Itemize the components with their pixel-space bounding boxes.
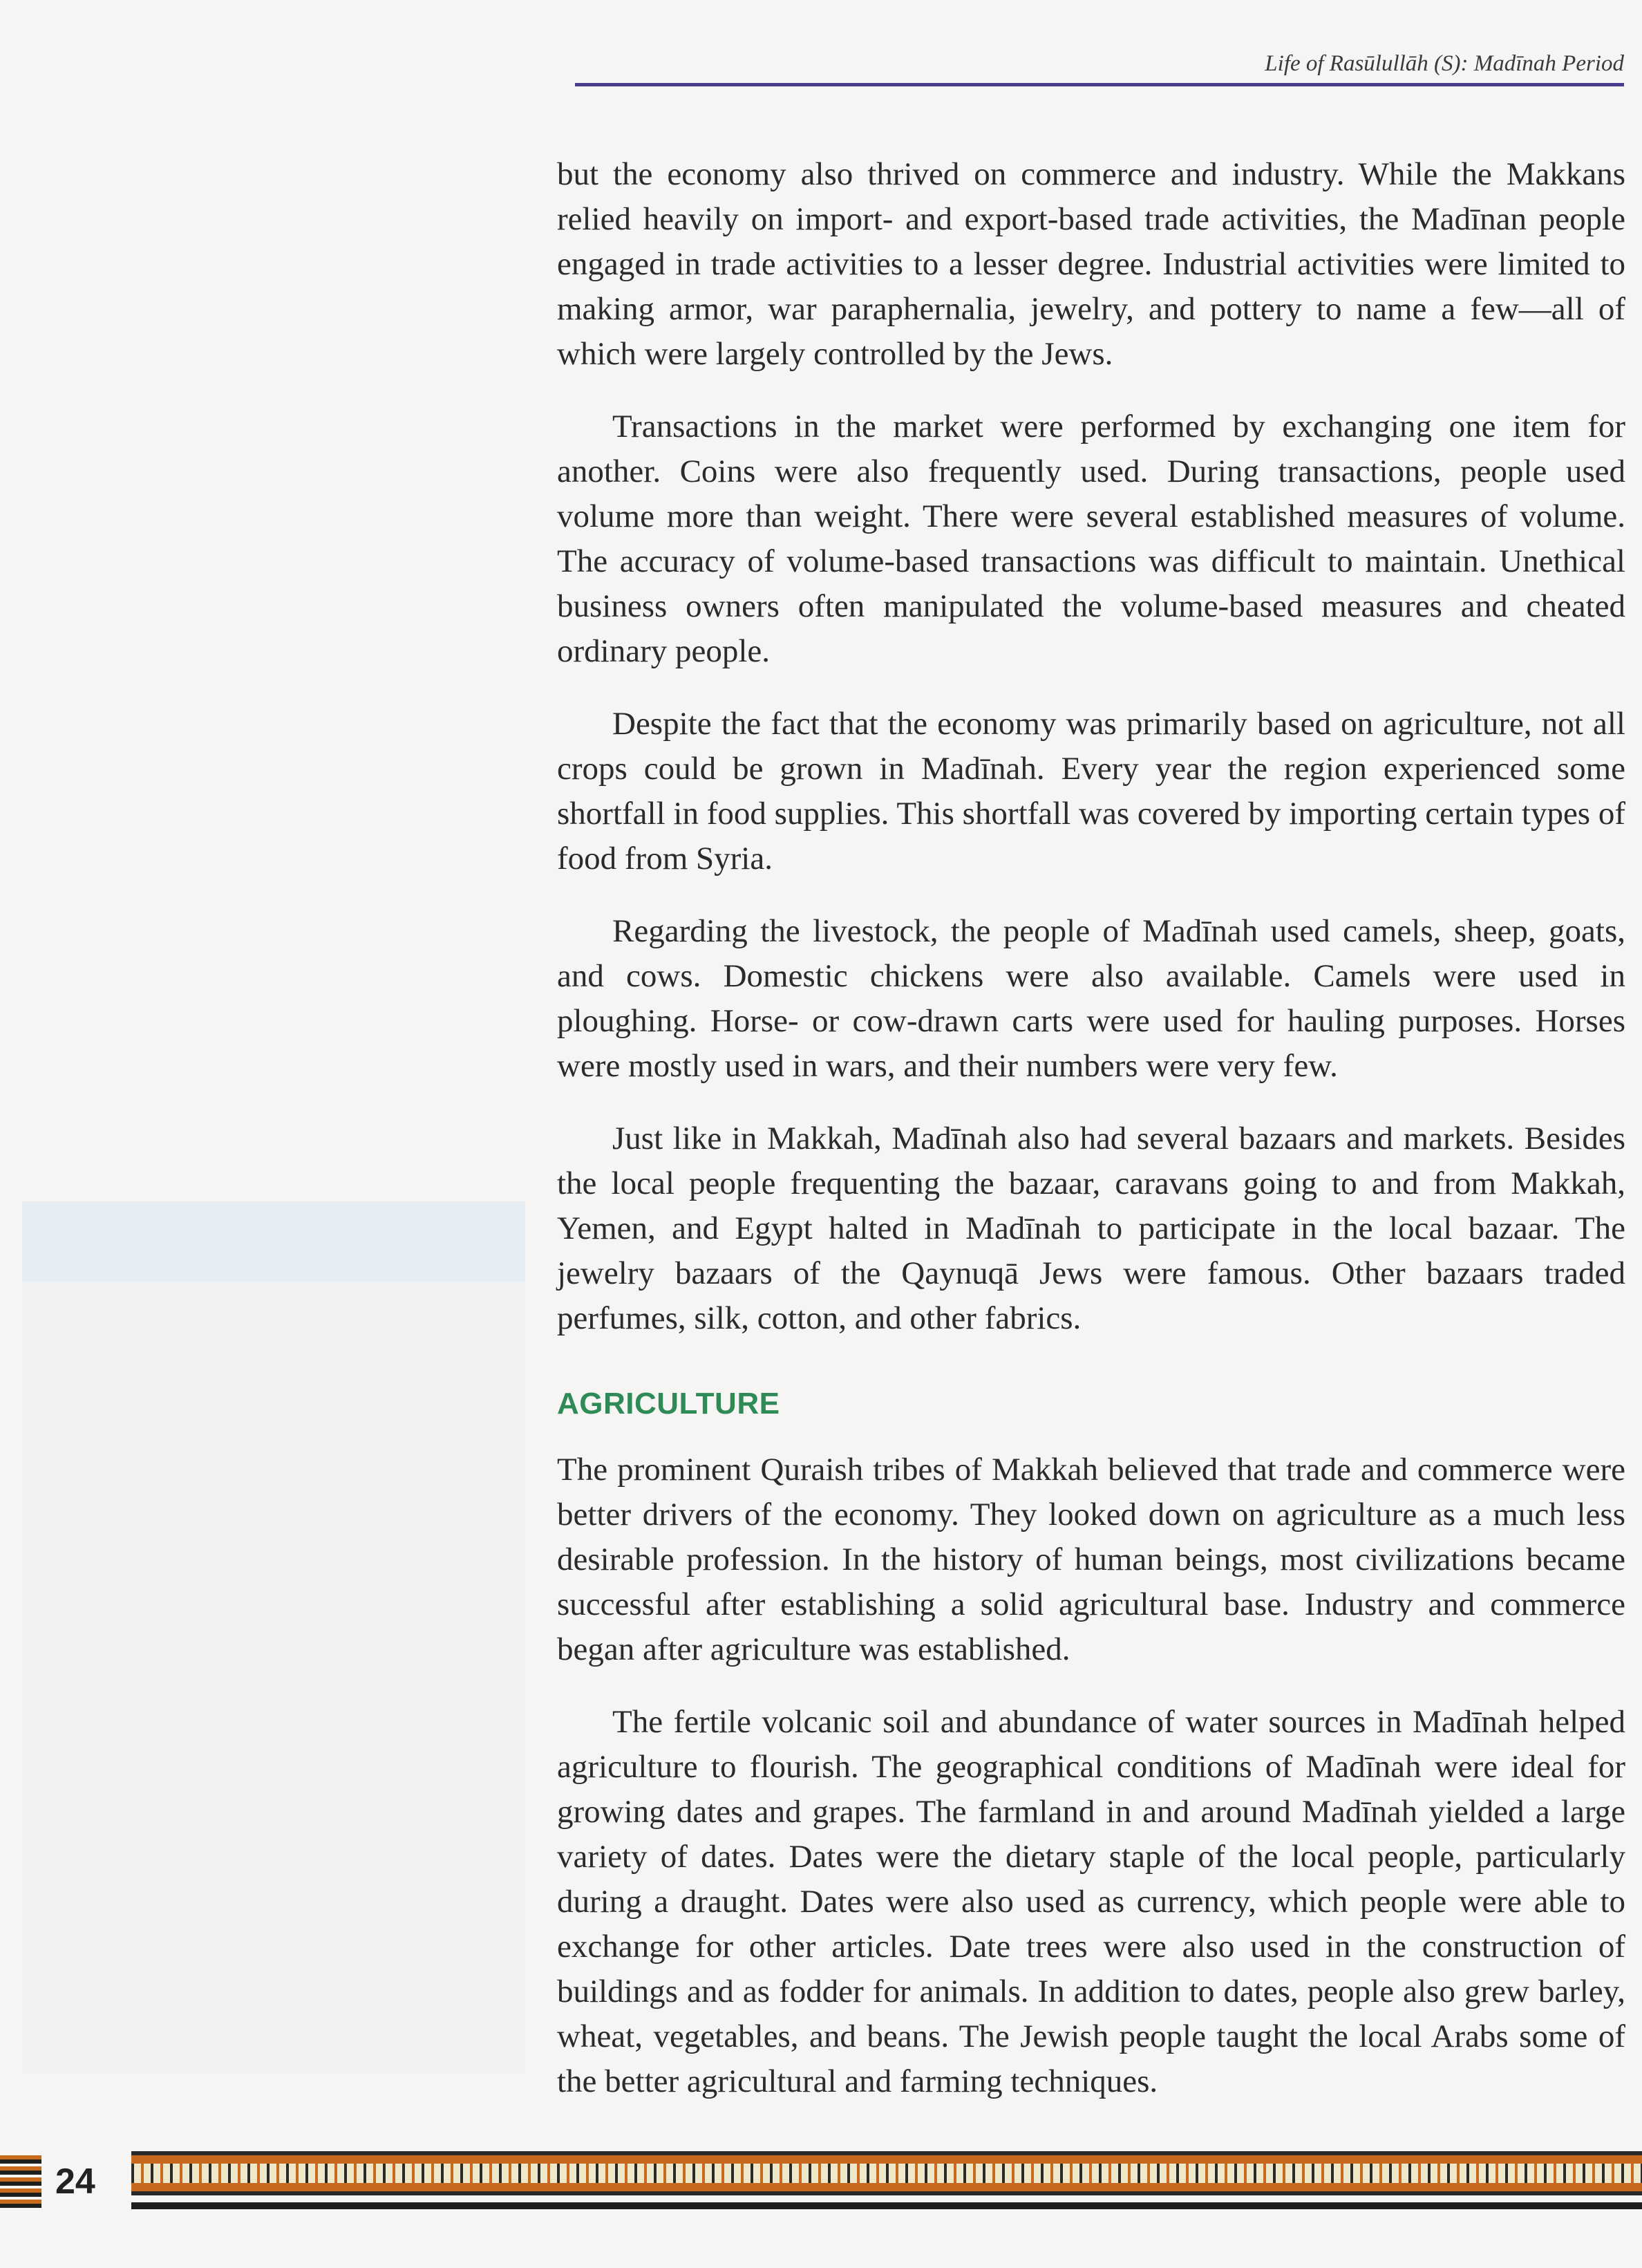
paragraph-bazaars: Just like in Makkah, Madīnah also had several bazaars and markets. Besides the local people frequenting the bazaar, caravans going to and from Makkah, Yemen, and Egypt halted in Madīnah to participate in the local bazaar. The jewelry bazaars of the Qaynuqā Jews were famous. Other bazaars traded perfumes, silk, cotton, and other fabrics. <box>557 1121 1625 1336</box>
margin-sidebar-header-bar <box>22 1201 525 1282</box>
footer-border-stub <box>0 2155 41 2209</box>
page-number: 24 <box>55 2162 95 2202</box>
paragraph-livestock: Regarding the livestock, the people of Madīnah used camels, sheep, goats, and cows. Domestic chickens were also available. Camels were used in ploughing. Horse- or cow-drawn carts were used for hauling purposes. Horses were mostly used in wars, and their numbers were very few. <box>557 913 1625 1084</box>
section-heading-agriculture: AGRICULTURE <box>557 1387 780 1421</box>
paragraph-crops: Despite the fact that the economy was primarily based on agriculture, not all crops could be grown in Madīnah. Every year the region experienced some shortfall in food supplies. This shortfall was covered by importing certain types of food from Syria. <box>557 706 1625 877</box>
paragraph-economy-commerce: but the economy also thrived on commerce and industry. While the Makkans relied heavily on import- and export-based trade activities, the Madīnan people engaged in trade activities to a lesser degree. Industrial activities were limited to making armor, war paraphernalia, jewelry, and pottery to name a few—all of which were largely controlled by the Jews. <box>557 156 1625 372</box>
paragraph-quraish-agriculture: The prominent Quraish tribes of Makkah believed that trade and commerce were better drivers of the economy. They looked down on agriculture as a much less desirable profession. In the history of human beings, most civilizations became successful after establishing a solid agricultural base. Industry and commerce began after agriculture was established. <box>557 1452 1625 1667</box>
header-rule <box>575 83 1624 86</box>
running-header-title: Life of Rasūlullāh (S): Madīnah Period <box>1265 51 1624 76</box>
margin-sidebar-panel <box>22 1201 525 2074</box>
footer-decorative-border <box>131 2151 1642 2212</box>
paragraph-fertile-soil: The fertile volcanic soil and abundance of water sources in Madīnah helped agriculture to flourish. The geographical conditions of Madīnah were ideal for growing dates and grapes. The farmland in and around Madīnah yielded a large variety of dates. Dates were the dietary staple of the local people, particularly during a draught. Dates were also used as currency, which people were able to exchange for other articles. Date trees were also used in the construction of buildings and as fodder for animals. In addition to dates, people also grew barley, wheat, vegetables, and beans. The Jewish people taught the local Arabs some of the better agricultural and farming techniques. <box>557 1704 1625 2099</box>
main-text-column <box>557 152 1625 2132</box>
paragraph-transactions: Transactions in the market were performed by exchanging one item for another. Coins were also frequently used. During transactions, people used volume more than weight. There were several established measures of volume. The accuracy of volume-based transactions was difficult to maintain. Unethical business owners often manipulated the volume-based measures and cheated ordinary people. <box>557 409 1625 669</box>
